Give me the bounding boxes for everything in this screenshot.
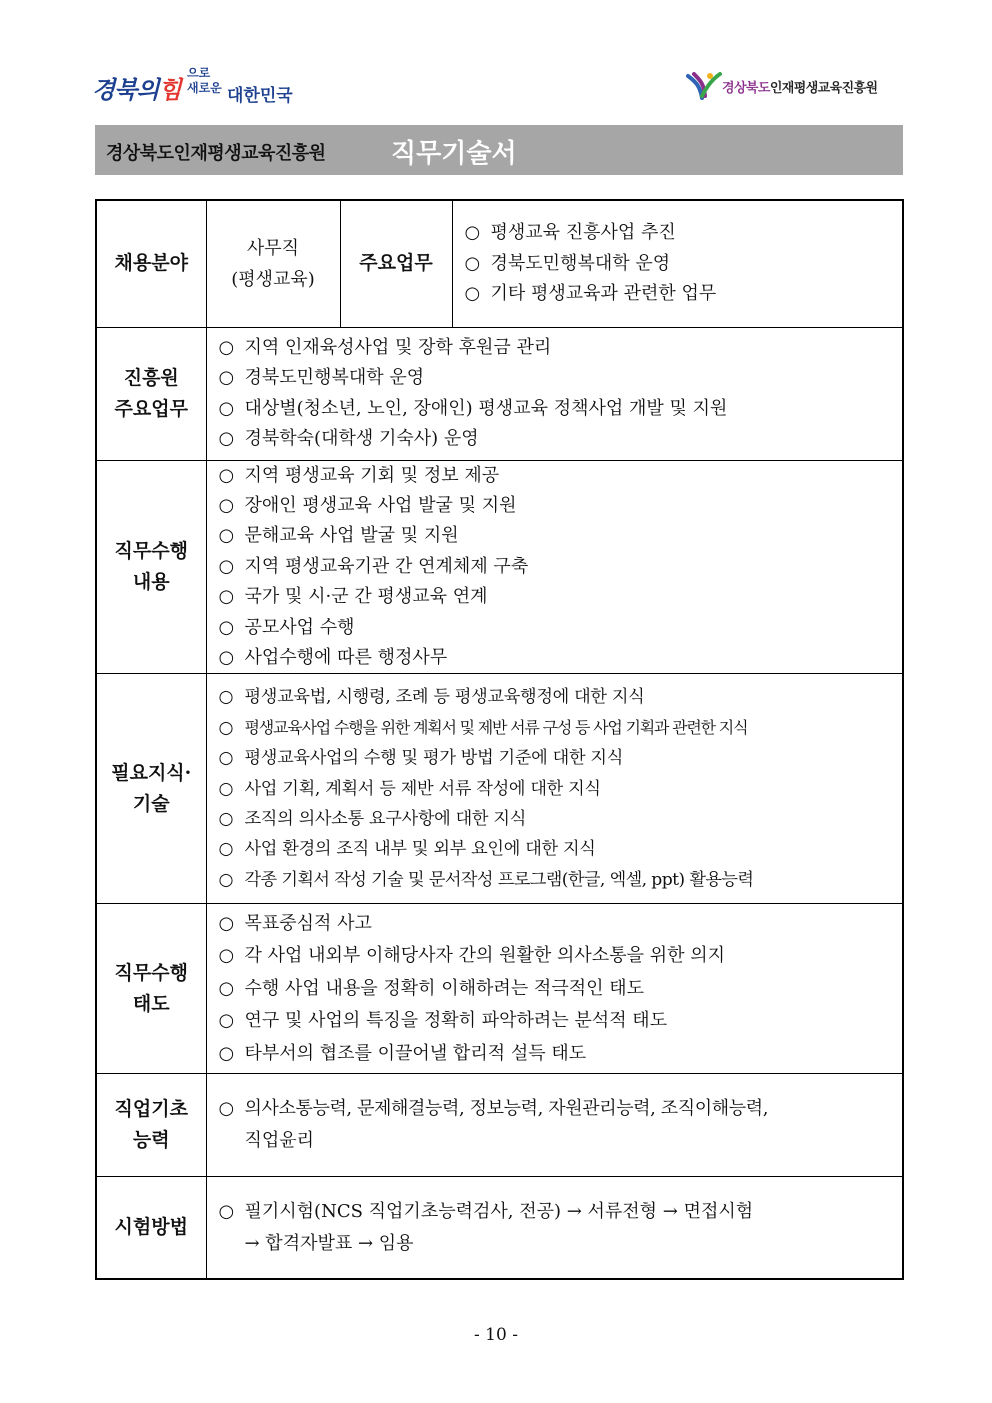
label-required-knowledge: 필요지식· 기술: [96, 674, 206, 904]
list-item: ○ 평생교육사업 수행을 위한 계획서 및 제반 서류 구성 등 사업 기획과 관련한 지식: [218, 717, 748, 738]
basic-competency-content: [206, 1074, 903, 1177]
row-basic-competency: [96, 1074, 903, 1177]
list-item: ○ 공모사업 수행: [218, 616, 355, 638]
list-item: ○ 경북도민행복대학 운영: [218, 367, 425, 389]
label-recruitment-field: 채용분야: [96, 200, 206, 327]
list-item: ○ 장애인 평생교육 사업 발굴 및 지원: [218, 494, 517, 516]
label-exam-method: 시험방법: [96, 1177, 206, 1279]
list-item: ○ 지역 인재육성사업 및 장학 후원금 관리: [218, 336, 552, 358]
institute-duties-list: [206, 327, 903, 460]
list-item: ○ 지역 평생교육 기회 및 정보 제공: [218, 464, 500, 486]
institute-logo: [686, 70, 906, 104]
institute-name: 경상북도인재평생교육진흥원: [722, 81, 878, 96]
list-item: ○ 각종 기획서 작성 기술 및 문서작성 프로그램(한글, 엑셀, ppt) 활용능력: [218, 869, 754, 890]
list-item: ○ 사업수행에 따른 행정사무: [218, 646, 448, 668]
list-item: ○ 연구 및 사업의 특징을 정확히 파악하려는 분석적 태도: [218, 1010, 668, 1032]
list-item: ○ 평생교육사업의 수행 및 평가 방법 기준에 대한 지식: [218, 748, 624, 769]
row-recruitment-field: [96, 200, 903, 327]
list-item: ○ 문해교육 사업 발굴 및 지원: [218, 525, 459, 547]
list-item: ○ 사업 환경의 조직 내부 및 외부 요인에 대한 지식: [218, 839, 596, 860]
job-attitude-list: [206, 904, 903, 1074]
row-exam-method: [96, 1177, 903, 1279]
label-basic-competency: 직업기초 능력: [96, 1074, 206, 1177]
title-org: 경상북도인재평생교육진흥원: [106, 143, 326, 164]
list-item: ○ 지역 평생교육기관 간 연계체제 구축: [218, 555, 529, 577]
slogan-big-text: 대한민국: [227, 86, 293, 106]
label-institute-duties: 진흥원 주요업무: [96, 327, 206, 460]
institute-emblem-icon: [686, 70, 722, 100]
list-item: ○ 대상별(청소년, 노인, 장애인) 평생교육 정책사업 개발 및 지원: [218, 397, 728, 419]
list-item: ○ 사업 기획, 계획서 등 제반 서류 작성에 대한 지식: [218, 778, 601, 799]
list-item: ○ 조직의 의사소통 요구사항에 대한 지식: [218, 809, 527, 830]
row-required-knowledge: [96, 674, 903, 904]
row-job-attitude: [96, 904, 903, 1074]
label-main-duty: 주요업무: [340, 200, 452, 327]
row-job-content: [96, 460, 903, 674]
list-item: ○ 수행 사업 내용을 정확히 이해하려는 적극적인 태도: [218, 977, 644, 999]
slogan-small-text: 으로 새로운: [187, 66, 222, 95]
job-content-list: [206, 460, 903, 674]
page-number: - 10 -: [474, 1325, 518, 1345]
row-institute-duties: [96, 327, 903, 460]
list-item: ○ 평생교육 진흥사업 추진: [464, 222, 676, 244]
list-item-continuation: → 합격자발표 → 임용: [244, 1232, 414, 1254]
label-job-attitude: 직무수행 태도: [96, 904, 206, 1074]
job-description-table: [95, 199, 904, 1280]
main-duty-list: [452, 200, 903, 327]
required-knowledge-list: [206, 674, 903, 904]
slogan-script: 경북의힘: [92, 75, 181, 104]
recruitment-field-value: 사무직 (평생교육): [206, 200, 340, 327]
label-job-content: 직무수행 내용: [96, 460, 206, 674]
list-item: ○ 각 사업 내외부 이해당사자 간의 원활한 의사소통을 위한 의지: [218, 945, 725, 967]
list-item-continuation: 직업윤리: [244, 1130, 315, 1152]
list-item: ○ 국가 및 시·군 간 평생교육 연계: [218, 586, 488, 608]
list-item: ○ 경북학숙(대학생 기숙사) 운영: [218, 427, 479, 449]
list-item: ○ 의사소통능력, 문제해결능력, 정보능력, 자원관리능력, 조직이해능력,: [218, 1098, 769, 1120]
title-bar: [95, 125, 903, 175]
exam-method-content: [206, 1177, 903, 1279]
list-item: ○ 경북도민행복대학 운영: [464, 252, 671, 274]
list-item: ○ 필기시험(NCS 직업기초능력검사, 전공) → 서류전형 → 면접시험: [218, 1200, 754, 1222]
province-slogan-logo: [92, 64, 307, 110]
list-item: ○ 목표중심적 사고: [218, 912, 372, 934]
list-item: ○ 평생교육법, 시행령, 조례 등 평생교육행정에 대한 지식: [218, 687, 645, 708]
list-item: ○ 타부서의 협조를 이끌어낼 합리적 설득 태도: [218, 1042, 587, 1064]
list-item: ○ 기타 평생교육과 관련한 업무: [464, 282, 717, 304]
title-document: 직무기술서: [391, 139, 517, 169]
